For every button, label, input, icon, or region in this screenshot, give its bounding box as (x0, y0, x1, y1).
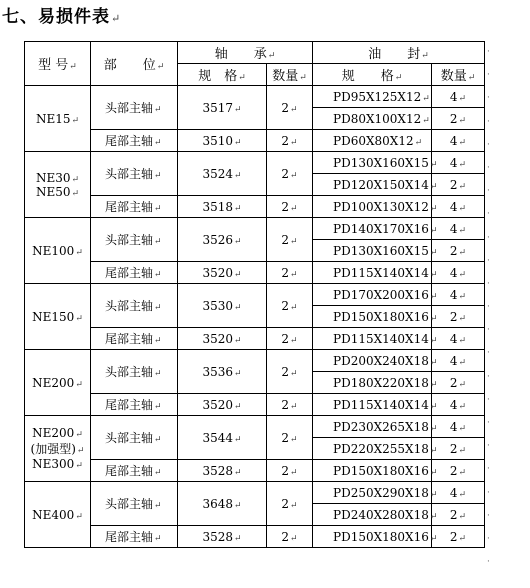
row-end-mark: · (487, 162, 490, 173)
seal-qty-cell: 4↵ (432, 328, 485, 350)
table-row (25, 328, 485, 350)
seal-qty-cell: 4↵ (432, 86, 485, 108)
seal-spec-cell: PD130X160X15↵ (313, 152, 432, 174)
seal-spec-cell: PD115X140X14↵ (313, 262, 432, 284)
row-end-mark: · (487, 70, 490, 81)
row-end-mark: · (487, 139, 490, 150)
seal-spec-cell: PD130X160X15↵ (313, 240, 432, 262)
table-row (25, 460, 485, 482)
bearing-spec-cell: 3510↵ (178, 130, 267, 152)
table-row (25, 284, 485, 306)
seal-spec-cell: PD60X80X12↵ (313, 130, 432, 152)
bearing-qty-cell: 2↵ (267, 262, 313, 284)
bearing-spec-cell: 3518↵ (178, 196, 267, 218)
row-end-mark: · (487, 209, 490, 220)
seal-spec-cell: PD150X180X16↵ (313, 526, 432, 548)
bearing-spec-cell: 3520↵ (178, 262, 267, 284)
row-end-mark: · (487, 510, 490, 521)
bearing-qty-cell: 2↵ (267, 284, 313, 328)
bearing-qty-cell: 2↵ (267, 526, 313, 548)
table-header-row (25, 42, 485, 64)
row-end-mark: · (487, 464, 490, 475)
model-cell: NE150↵ (25, 284, 91, 350)
bearing-spec-cell: 3528↵ (178, 526, 267, 548)
table-row (25, 86, 485, 108)
bearing-spec-cell: 3526↵ (178, 218, 267, 262)
table-row (25, 218, 485, 240)
seal-spec-cell: PD100X130X12↵ (313, 196, 432, 218)
bearing-spec-cell: 3544↵ (178, 416, 267, 460)
row-end-mark: · (487, 533, 490, 544)
row-end-mark: · (487, 93, 490, 104)
part-tail-cell: 尾部主轴↵ (91, 262, 178, 284)
bearing-qty-cell: 2↵ (267, 86, 313, 130)
row-end-mark: · (487, 348, 490, 359)
seal-spec-cell: PD150X180X16↵ (313, 460, 432, 482)
row-end-mark: · (487, 394, 490, 405)
bearing-qty-cell: 2↵ (267, 152, 313, 196)
seal-qty-cell: 2↵ (432, 526, 485, 548)
bearing-spec-cell: 3524↵ (178, 152, 267, 196)
seal-qty-cell: 2↵ (432, 460, 485, 482)
seal-spec-cell: PD140X170X16↵ (313, 218, 432, 240)
table-row (25, 152, 485, 174)
part-tail-cell: 尾部主轴↵ (91, 526, 178, 548)
row-end-mark: · (487, 371, 490, 382)
seal-qty-cell: 2↵ (432, 504, 485, 526)
row-end-mark: · (487, 278, 490, 289)
seal-spec-cell: PD120X150X14↵ (313, 174, 432, 196)
model-cell: NE200↵ (25, 350, 91, 416)
row-end-marks (487, 41, 497, 574)
bearing-qty-cell: 2↵ (267, 416, 313, 460)
section-heading-text: 七、易损件表 (2, 7, 110, 27)
table-row (25, 526, 485, 548)
seal-spec-cell: PD200X240X18↵ (313, 350, 432, 372)
header-part: 部 位↵ (91, 42, 178, 86)
table-row (25, 130, 485, 152)
row-end-mark: · (487, 116, 490, 127)
header-bearing-spec: 规 格↵ (178, 64, 267, 86)
model-cell: NE200↵ (加强型)↵ NE300↵ (25, 416, 91, 482)
bearing-qty-cell: 2↵ (267, 130, 313, 152)
row-end-mark: · (487, 47, 490, 57)
bearing-spec-cell: 3530↵ (178, 284, 267, 328)
seal-spec-cell: PD230X265X18↵ (313, 416, 432, 438)
row-end-mark: · (487, 302, 490, 313)
part-head-cell: 头部主轴↵ (91, 482, 178, 526)
part-head-cell: 头部主轴↵ (91, 86, 178, 130)
seal-qty-cell: 4↵ (432, 196, 485, 218)
section-heading (2, 2, 121, 27)
part-tail-cell: 尾部主轴↵ (91, 394, 178, 416)
table-row (25, 196, 485, 218)
row-end-mark: · (487, 325, 490, 336)
seal-qty-cell: 4↵ (432, 262, 485, 284)
wearing-parts-table (24, 41, 485, 548)
seal-qty-cell: 4↵ (432, 482, 485, 504)
model-cell: NE400↵ (25, 482, 91, 548)
bearing-spec-cell: 3536↵ (178, 350, 267, 394)
bearing-qty-cell: 2↵ (267, 196, 313, 218)
seal-spec-cell: PD220X255X18↵ (313, 438, 432, 460)
seal-spec-cell: PD115X140X14↵ (313, 394, 432, 416)
seal-qty-cell: 4↵ (432, 416, 485, 438)
seal-qty-cell: 2↵ (432, 174, 485, 196)
bearing-spec-cell: 3520↵ (178, 328, 267, 350)
header-bearing-qty: 数量↵ (267, 64, 313, 86)
seal-spec-cell: PD95X125X12↵ (313, 86, 432, 108)
row-end-mark: · (487, 255, 490, 266)
bearing-qty-cell: 2↵ (267, 218, 313, 262)
table-row (25, 394, 485, 416)
seal-qty-cell: 4↵ (432, 394, 485, 416)
seal-qty-cell: 4↵ (432, 130, 485, 152)
model-cell: NE30↵ NE50↵ (25, 152, 91, 218)
part-head-cell: 头部主轴↵ (91, 284, 178, 328)
bearing-spec-cell: 3528↵ (178, 460, 267, 482)
bearing-spec-cell: 3520↵ (178, 394, 267, 416)
row-end-mark: · (487, 418, 490, 428)
part-head-cell: 头部主轴↵ (91, 416, 178, 460)
seal-spec-cell: PD170X200X16↵ (313, 284, 432, 306)
row-end-mark: · (487, 441, 490, 452)
bearing-spec-cell: 3517↵ (178, 86, 267, 130)
bearing-qty-cell: 2↵ (267, 482, 313, 526)
bearing-spec-cell: 3648↵ (178, 482, 267, 526)
table-row (25, 262, 485, 284)
header-model: 型 号↵ (25, 42, 91, 86)
part-tail-cell: 尾部主轴↵ (91, 196, 178, 218)
seal-qty-cell: 2↵ (432, 240, 485, 262)
row-end-mark: · (487, 232, 490, 243)
seal-qty-cell: 4↵ (432, 350, 485, 372)
row-end-mark: · (487, 487, 490, 498)
paragraph-mark-icon: ↵ (111, 12, 122, 25)
part-tail-cell: 尾部主轴↵ (91, 328, 178, 350)
table-row (25, 416, 485, 438)
header-seal-qty: 数量↵ (432, 64, 485, 86)
part-head-cell: 头部主轴↵ (91, 218, 178, 262)
bearing-qty-cell: 2↵ (267, 460, 313, 482)
seal-spec-cell: PD115X140X14↵ (313, 328, 432, 350)
bearing-qty-cell: 2↵ (267, 394, 313, 416)
seal-spec-cell: PD80X100X12↵ (313, 108, 432, 130)
seal-spec-cell: PD150X180X16↵ (313, 306, 432, 328)
seal-spec-cell: PD180X220X18↵ (313, 372, 432, 394)
part-tail-cell: 尾部主轴↵ (91, 460, 178, 482)
part-head-cell: 头部主轴↵ (91, 152, 178, 196)
seal-spec-cell: PD250X290X18↵ (313, 482, 432, 504)
bearing-qty-cell: 2↵ (267, 328, 313, 350)
header-bearing: 轴 承↵ (178, 42, 313, 64)
seal-spec-cell: PD240X280X18↵ (313, 504, 432, 526)
table-row (25, 482, 485, 504)
header-seal: 油 封↵ (313, 42, 485, 64)
seal-qty-cell: 2↵ (432, 306, 485, 328)
row-end-mark: · (487, 186, 490, 197)
table-row (25, 350, 485, 372)
seal-qty-cell: 4↵ (432, 218, 485, 240)
model-cell: NE100↵ (25, 218, 91, 284)
part-tail-cell: 尾部主轴↵ (91, 130, 178, 152)
bearing-qty-cell: 2↵ (267, 350, 313, 394)
row-end-mark: · (487, 557, 490, 568)
seal-qty-cell: 2↵ (432, 372, 485, 394)
part-head-cell: 头部主轴↵ (91, 350, 178, 394)
seal-qty-cell: 2↵ (432, 108, 485, 130)
seal-qty-cell: 4↵ (432, 152, 485, 174)
seal-qty-cell: 2↵ (432, 438, 485, 460)
header-seal-spec: 规 格↵ (313, 64, 432, 86)
seal-qty-cell: 4↵ (432, 284, 485, 306)
model-cell: NE15↵ (25, 86, 91, 152)
